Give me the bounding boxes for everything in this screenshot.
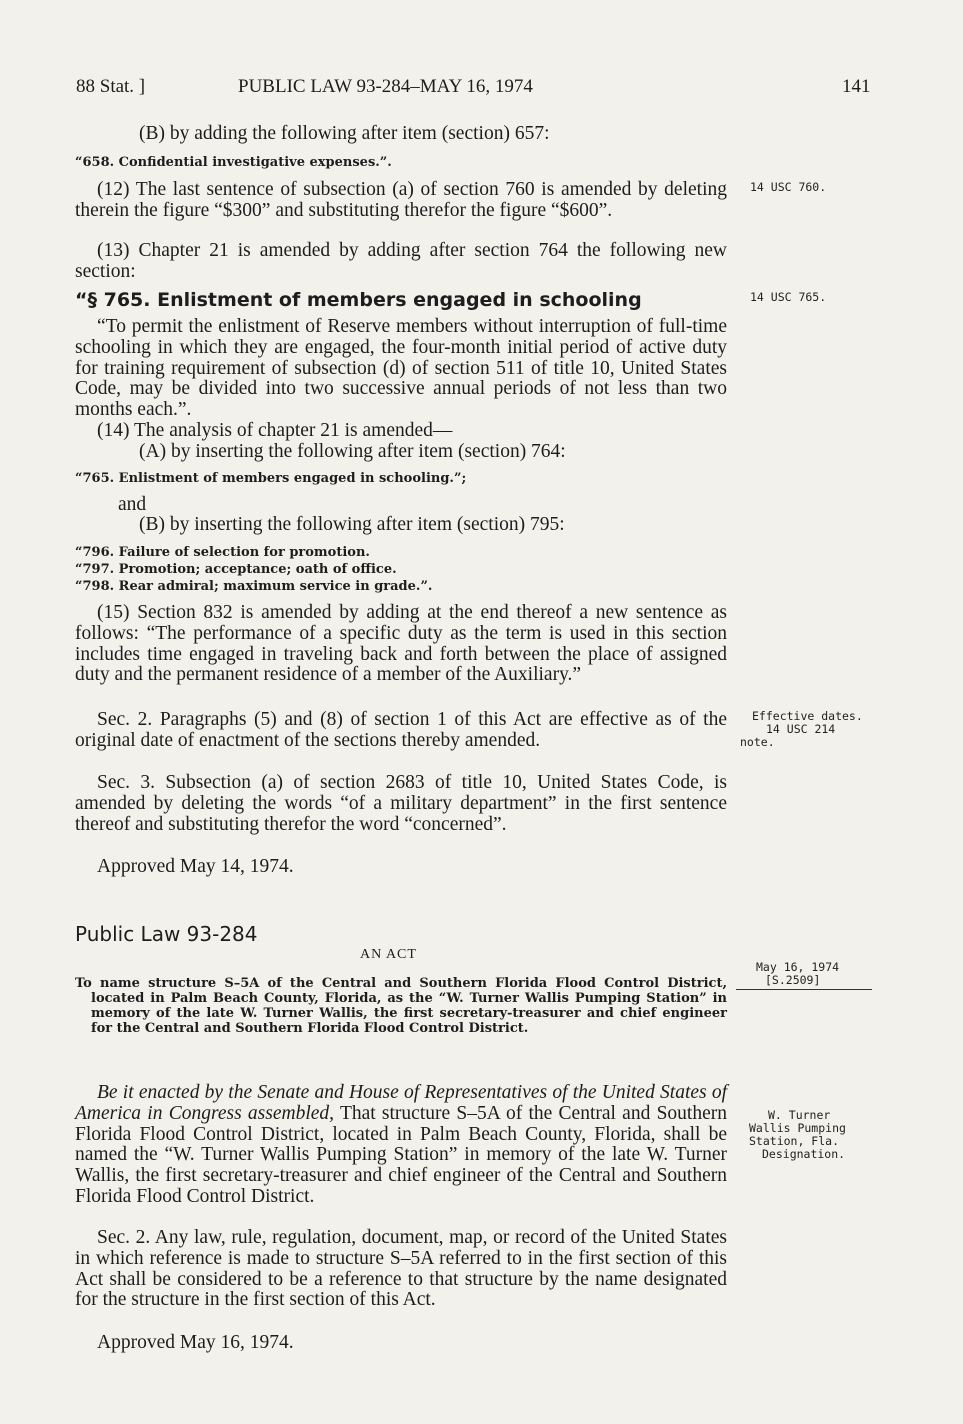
enacting-clause: Be it enacted by the Senate and House of Representatives of the United States of America in Congress assembled, xyxy=(75,1082,727,1124)
item-797: “797. Promotion; acceptance; oath of office. xyxy=(75,562,397,577)
margin-note-14-usc-760: 14 USC 760. xyxy=(750,180,827,194)
margin-divider xyxy=(736,989,872,990)
paragraph-13: (13) Chapter 21 is amended by adding after section 764 the following new section: xyxy=(75,240,727,282)
enactment-paragraph xyxy=(75,1083,727,1208)
public-law-title: Public Law 93-284 xyxy=(75,922,258,946)
page-number: 141 xyxy=(842,76,871,97)
stat-reference: 88 Stat. ] xyxy=(76,76,146,97)
paragraph-15: (15) Section 832 is amended by adding at the end thereof a new sentence as follows: “The performance of a specific duty as the term is used in this section includes time engaged in traveling back and forth between the place of assigned duty and the permanent residence of a member of the Auxiliary.” xyxy=(75,602,727,686)
margin-note-note: note. xyxy=(740,735,775,749)
margin-note-designation-3: Station, Fla. xyxy=(749,1134,840,1148)
item-a-heading: (A) by inserting the following after item (section) 764: xyxy=(139,441,566,462)
section-765-heading: “§ 765. Enlistment of members engaged in schooling xyxy=(75,289,642,311)
section-765-text: “To permit the enlistment of Reserve members without interruption of full-time schooling in which they are engaged, the four-month initial period of active duty for training requirement of subsection (d) of section 511 of title 10, United States Code, may be divided into two successive annual periods of not less than two months each.”. xyxy=(75,316,727,421)
section-1-text: That structure S–5A of the Central and Southern Florida Flood Control District, located in Palm Beach County, Florida, shall be named the “W. Turner Wallis Pumping Station” in memory of the late W. Turner Wallis, the first secretary-treasurer and chief engineer of the Central and Southern Florida Flood Control District. xyxy=(75,1102,727,1207)
page-header-title: PUBLIC LAW 93-284–MAY 16, 1974 xyxy=(238,76,533,97)
item-798: “798. Rear admiral; maximum service in grade.”. xyxy=(75,579,433,594)
conjunction-and: and xyxy=(118,494,147,515)
act-purpose: To name structure S–5A of the Central and Southern Florida Flood Control District, located in Palm Beach County, Florida, as the “W. Turner Wallis Pumping Station” in memory of the late W. Turner Wallis, the first secretary-treasurer and chief engineer for the Central and Southern Florida Flood Control District. xyxy=(75,976,727,1036)
paragraph-14: (14) The analysis of chapter 21 is amended— xyxy=(97,420,453,441)
section-2: Sec. 2. Paragraphs (5) and (8) of section 1 of this Act are effective as of the original date of enactment of the sections thereby amended. xyxy=(75,709,727,751)
margin-note-effective-dates: Effective dates. xyxy=(752,709,863,723)
section-3: Sec. 3. Subsection (a) of section 2683 of title 10, United States Code, is amended by deleting the words “of a military department” in the first sentence thereof and substituting therefor the word “concerned”. xyxy=(75,772,727,835)
margin-note-designation-4: Designation. xyxy=(762,1147,846,1161)
item-658: “658. Confidential investigative expenses.”. xyxy=(75,155,392,170)
margin-note-bill-number: [S.2509] xyxy=(765,973,821,987)
item-b2-heading: (B) by inserting the following after item (section) 795: xyxy=(139,514,565,535)
margin-note-14-usc-214: 14 USC 214 xyxy=(766,722,836,736)
section-2-pl93-284: Sec. 2. Any law, rule, regulation, document, map, or record of the United States in which reference is made to structure S–5A referred to in the first section of this Act shall be considered to be a reference to that structure by the name designated for the structure in the first section of this Act. xyxy=(75,1227,727,1311)
margin-note-14-usc-765: 14 USC 765. xyxy=(750,290,827,304)
margin-note-designation-2: Wallis Pumping xyxy=(749,1121,846,1135)
item-796: “796. Failure of selection for promotion. xyxy=(75,545,370,560)
margin-note-law-date: May 16, 1974 xyxy=(756,960,840,974)
approved-may-16: Approved May 16, 1974. xyxy=(97,1332,294,1353)
item-b1-heading: (B) by adding the following after item (section) 657: xyxy=(139,123,550,144)
item-765: “765. Enlistment of members engaged in schooling.”; xyxy=(75,471,467,486)
paragraph-12: (12) The last sentence of subsection (a) of section 760 is amended by deleting therein the figure “$300” and substituting therefor the figure “$600”. xyxy=(75,179,727,221)
an-act-label: AN ACT xyxy=(360,947,417,962)
approved-may-14: Approved May 14, 1974. xyxy=(97,856,294,877)
margin-note-designation-1: W. Turner xyxy=(768,1108,831,1122)
